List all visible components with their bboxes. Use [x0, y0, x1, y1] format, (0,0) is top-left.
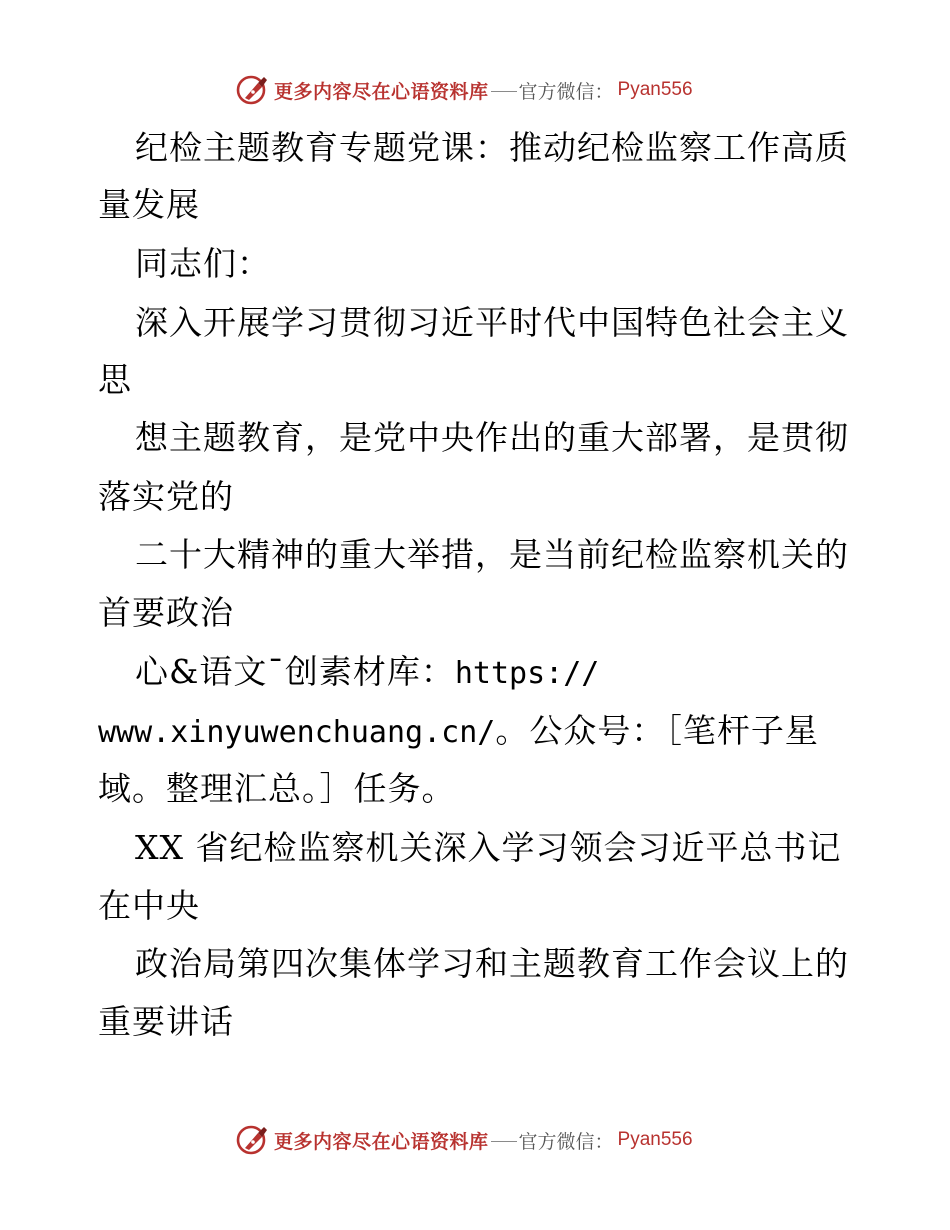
source-url-part-1: https://	[454, 656, 600, 691]
public-account-label: 。公众号：［笔杆子星	[495, 711, 819, 750]
watermark-lead-text: 更多内容尽在心语资料库	[274, 1130, 489, 1153]
paragraph-5-line-2: 在中央	[98, 886, 200, 925]
watermark-wechat-id: Pyan556	[617, 1129, 693, 1150]
watermark-separator: ：	[594, 1130, 614, 1153]
paragraph-5-line-1: XX 省纪检监察机关深入学习领会习近平总书记	[135, 828, 842, 867]
paragraph-4-line-2	[98, 711, 819, 751]
watermark-separator: ：	[594, 80, 614, 103]
paragraph-1-line-1: 深入开展学习贯彻习近平时代中国特色社会主义	[135, 303, 849, 342]
paragraph-4-line-1	[135, 652, 599, 692]
paragraph-6-line-2: 重要讲话	[98, 1002, 234, 1041]
paragraph-3-line-1: 二十大精神的重大举措，是当前纪检监察机关的	[135, 535, 849, 574]
source-url-part-2: www.xinyuwenchuang.cn/	[98, 715, 496, 750]
paragraph-1-line-2: 思	[98, 360, 132, 399]
watermark-wechat-id: Pyan556	[617, 79, 693, 100]
document-title-line-1: 纪检主题教育专题党课：推动纪检监察工作高质	[135, 128, 849, 167]
source-label: 心&语文¯创素材库：	[135, 652, 455, 691]
watermark-lead-text: 更多内容尽在心语资料库	[274, 80, 489, 103]
paragraph-6-line-1: 政治局第四次集体学习和主题教育工作会议上的	[135, 944, 849, 983]
salutation: 同志们：	[135, 244, 271, 283]
watermark-official-text: 官方微信	[518, 1130, 595, 1153]
watermark-official-text: 官方微信	[518, 80, 595, 103]
paragraph-3-line-2: 首要政治	[98, 593, 234, 632]
pen-nib-logo-icon	[236, 1123, 270, 1157]
paragraph-4-line-3: 域。整理汇总。］任务。	[98, 769, 456, 808]
document-title-line-2: 量发展	[98, 185, 200, 224]
footer-watermark	[236, 1122, 693, 1158]
paragraph-2-line-1: 想主题教育，是党中央作出的重大部署，是贯彻	[135, 418, 849, 457]
watermark-dash	[491, 1141, 517, 1142]
paragraph-2-line-2: 落实党的	[98, 477, 234, 516]
